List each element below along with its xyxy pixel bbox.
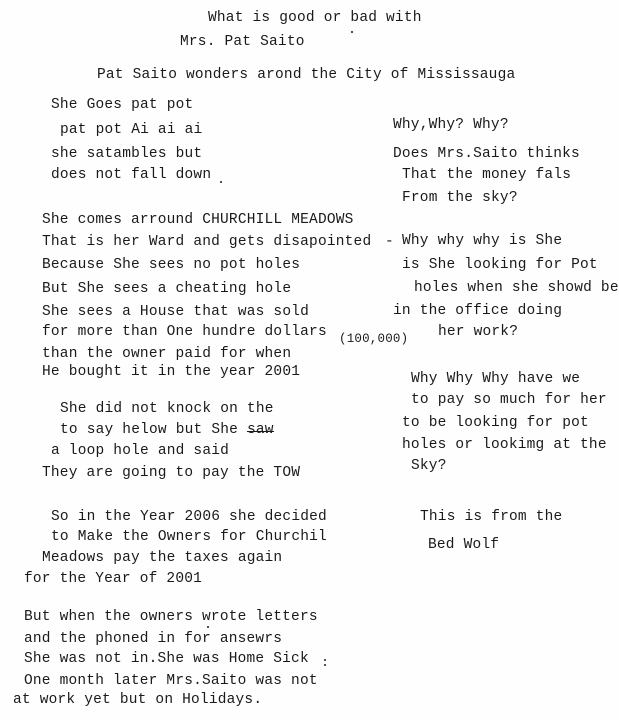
- question1-line-1: Why,Why? Why?: [393, 117, 509, 133]
- stanza3-line-2-text: to say helow but She: [60, 422, 239, 438]
- intro-line: Pat Saito wonders arond the City of Mississauga: [97, 67, 516, 83]
- ink-speck: [207, 626, 209, 628]
- stanza1-line-4: does not fall down: [51, 167, 212, 183]
- signature-line-1: This is from the: [420, 509, 563, 525]
- stanza5-line-5: at work yet but on Holidays.: [13, 692, 263, 708]
- amount-note: (100,000): [339, 332, 409, 346]
- stanza3-line-1: She did not knock on the: [60, 401, 274, 417]
- ink-speck: [220, 181, 222, 183]
- stanza2-line-3: Because She sees no pot holes: [42, 257, 301, 273]
- question3-line-2: to pay so much for her: [411, 392, 607, 408]
- stanza1-line-3: she satambles but: [51, 146, 203, 162]
- question2-line-4: in the office doing: [393, 303, 563, 319]
- stanza1-line-2: pat pot Ai ai ai: [60, 122, 203, 138]
- stanza2-line-1: She comes arround CHURCHILL MEADOWS: [42, 212, 354, 228]
- question2-line-5: her work?: [438, 324, 519, 340]
- question1-line-4: From the sky?: [402, 190, 518, 206]
- question2-line-1: Why why why is She: [402, 233, 563, 249]
- stanza5-line-4: One month later Mrs.Saito was not: [24, 673, 318, 689]
- stanza2-line-7: than the owner paid for when: [42, 346, 292, 362]
- question3-line-3: to be looking for pot: [402, 415, 589, 431]
- stanza2-line-4: But She sees a cheating hole: [42, 281, 292, 297]
- stanza4-line-2: to Make the Owners for Churchil: [51, 529, 327, 545]
- stanza2-line-6: for more than One hundre dollars: [42, 324, 327, 340]
- dash-mark: -: [385, 234, 394, 250]
- question2-line-3: holes when she showd be: [414, 280, 619, 296]
- question3-line-4: holes or lookimg at the: [402, 437, 607, 453]
- stanza2-line-2: That is her Ward and gets disapointed: [42, 234, 372, 250]
- ink-speck: [324, 659, 326, 661]
- stanza3-line-3: a loop hole and said: [51, 443, 230, 459]
- stanza5-line-3: She was not in.She was Home Sick: [24, 651, 309, 667]
- question1-line-2: Does Mrs.Saito thinks: [393, 146, 580, 162]
- question3-line-5: Sky?: [411, 458, 447, 474]
- ink-speck: [324, 664, 326, 666]
- stanza3-line-2: [60, 421, 274, 439]
- stanza2-line-8: He bought it in the year 2001: [42, 364, 301, 380]
- stanza3-line-4: They are going to pay the TOW: [42, 465, 301, 481]
- question3-line-1: Why Why Why have we: [411, 371, 581, 387]
- question1-line-3: That the money fals: [402, 167, 572, 183]
- stanza2-line-5: She sees a House that was sold: [42, 304, 310, 320]
- signature-line-2: Bed Wolf: [428, 537, 500, 553]
- stanza5-line-2: and the phoned in for ansewrs: [24, 631, 283, 647]
- stanza1-line-1: She Goes pat pot: [51, 97, 194, 113]
- struck-word: saw: [246, 422, 274, 438]
- stanza4-line-4: for the Year of 2001: [24, 571, 203, 587]
- title-line-2: Mrs. Pat Saito: [180, 34, 305, 50]
- stanza5-line-1: But when the owners wrote letters: [24, 609, 318, 625]
- title-line-1: What is good or bad with: [208, 10, 422, 26]
- ink-speck: [351, 31, 353, 33]
- stanza4-line-1: So in the Year 2006 she decided: [51, 509, 327, 525]
- question2-line-2: is She looking for Pot: [402, 257, 598, 273]
- stanza4-line-3: Meadows pay the taxes again: [42, 550, 283, 566]
